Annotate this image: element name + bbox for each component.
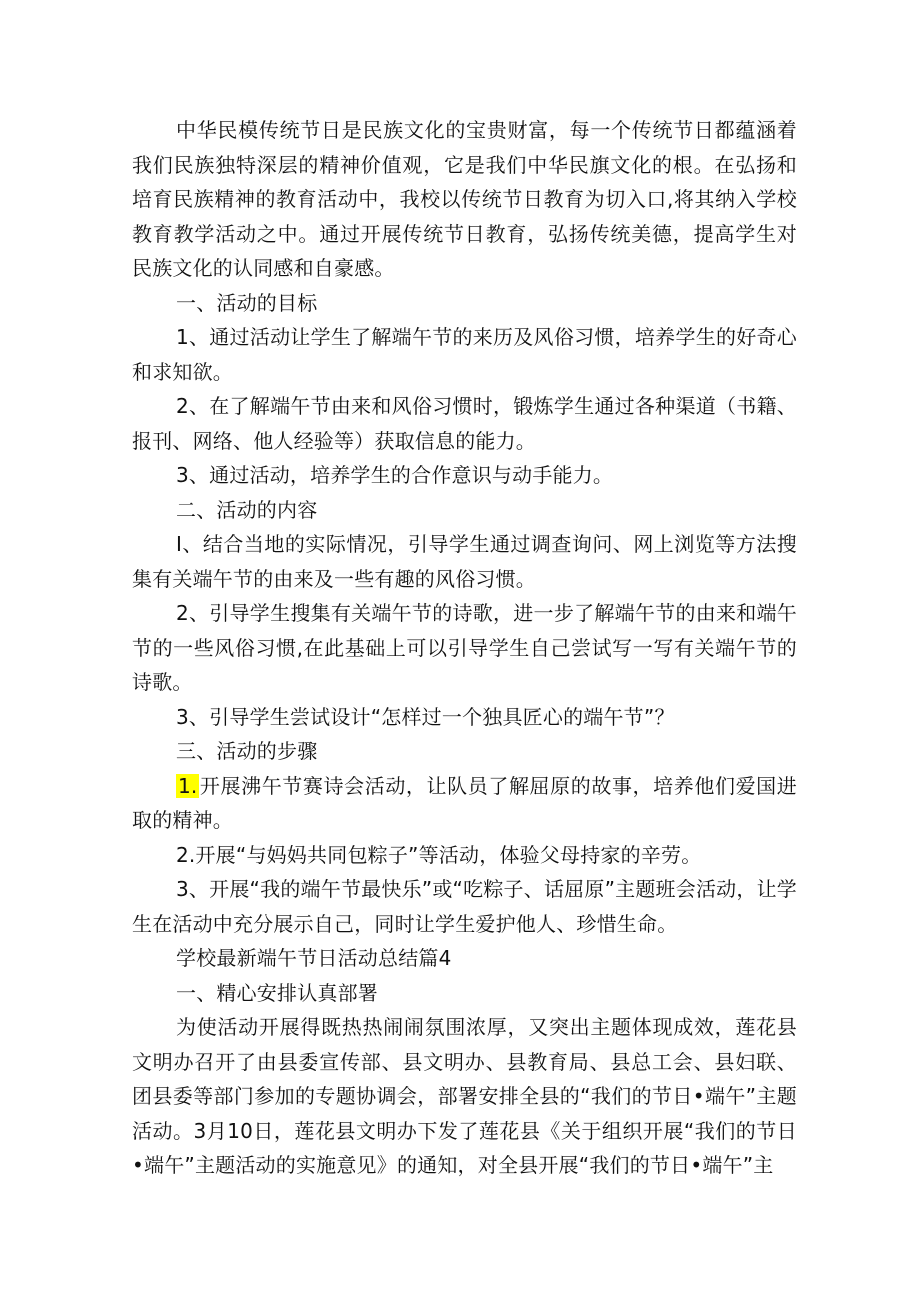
highlighted-marker: 1. [178, 773, 198, 798]
step-item-1 [132, 769, 797, 838]
content-item-1: I、结合当地的实际情况，引导学生通过调查询问、网上浏览等方法搜集有关端午节的由来及一些有趣的风俗习惯。 [132, 532, 797, 591]
goal-item-2: 2、在了解端午节由来和风俗习惯时，锻炼学生通过各种渠道（书籍、报刊、网络、他人经验等）获取信息的能力。 [132, 394, 797, 453]
section-heading-steps: 三、活动的步骤 [176, 739, 318, 763]
section-heading-arrangement: 一、精心安排认真部署 [176, 980, 378, 1005]
content-item-2: 2、引导学生搜集有关端午节的诗歌，进一步了解端午节的由来和端午节的一些风俗习惯,在此基础上可以引导学生自己尝试写一写有关端午节的诗歌。 [132, 601, 797, 694]
section-heading-content: 二、活动的内容 [176, 497, 318, 522]
step-item-2: 2.开展“与妈妈共同包粽子”等活动，体验父母持家的辛劳。 [176, 842, 702, 867]
arrangement-paragraph: 为使活动开展得既热热闹闹氛围浓厚，又突出主题体现成效，莲花县文明办召开了由县委宣传部、县文明办、县教育局、县总工会、县妇联、团县委等部门参加的专题协调会，部署安排全县的“我们的节日•端午”主题活动。3月10日，莲花县文明办下发了莲花县《关于组织开展“我们的节日•端午”主题活动的实施意见》的通知，对全县开展“我们的节日•端午”主 [132, 1015, 797, 1177]
goal-item-3: 3、通过活动，培养学生的合作意识与动手能力。 [176, 463, 614, 487]
goal-item-1: 1、通过活动让学生了解端午节的来历及风俗习惯，培养学生的好奇心和求知欲。 [132, 325, 797, 384]
intro-paragraph: 中华民模传统节日是民族文化的宝贵财富，每一个传统节日都蕴涵着我们民族独特深层的精神价值观，它是我们中华民旗文化的根。在弘扬和培育民族精神的教育活动中，我校以传统节日教育为切入口,将其纳入学校教育教学活动之中。通过开展传统节日教育，弘扬传统美德，提高学生对民族文化的认同感和自豪感。 [132, 118, 797, 280]
content-item-3: 3、引导学生尝试设计“怎样过一个独具匠心的端午节”？ [176, 704, 675, 729]
step-item-1-text: 开展沸午节赛诗会活动，让队员了解屈原的故事，培养他们爱国进取的精神。 [132, 773, 797, 832]
article-title-part-4: 学校最新端午节日活动总结篇4 [176, 946, 452, 970]
document-body [132, 113, 797, 1183]
section-heading-goals: 一、活动的目标 [176, 290, 318, 315]
step-item-3: 3、开展“我的端午节最快乐”或“吃粽子、话屈原”主题班会活动，让学生在活动中充分展示自己，同时让学生爱护他人、珍惜生命。 [132, 877, 797, 936]
